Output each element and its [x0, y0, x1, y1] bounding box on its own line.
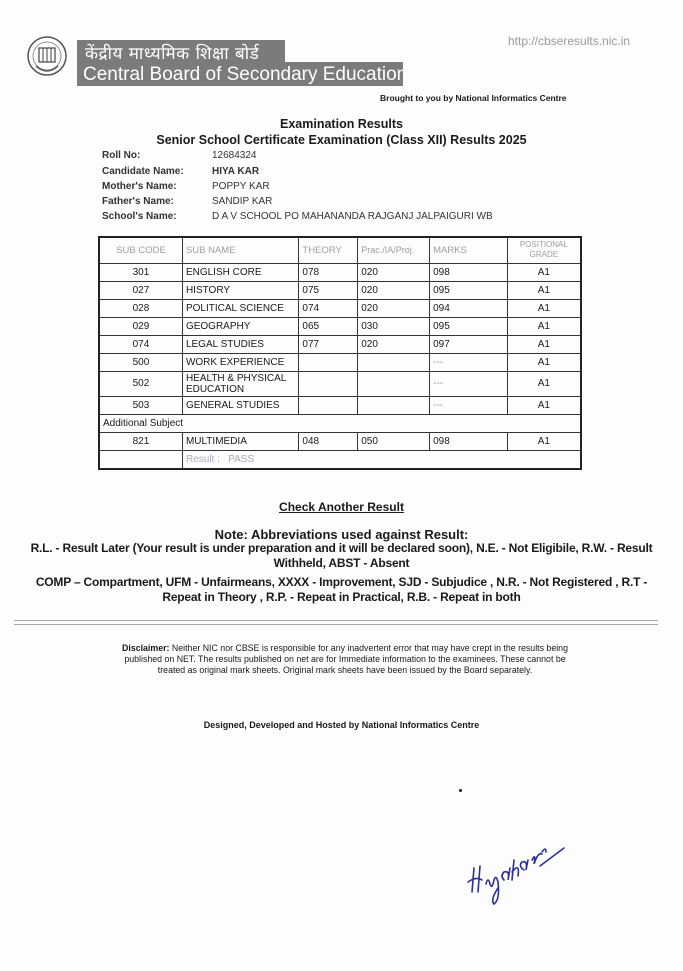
header-positional-grade: POSITIONAL GRADE — [507, 237, 581, 263]
candidate-name-label: Candidate Name: — [102, 166, 184, 177]
cell-prac: 050 — [358, 432, 430, 450]
table-row — [99, 281, 581, 299]
father-name-label: Father's Name: — [102, 196, 174, 207]
candidate-name-value: HIYA KAR — [212, 166, 260, 177]
footer-designed-by: Designed, Developed and Hosted by National Informatics Centre — [203, 720, 480, 730]
table-row — [99, 371, 581, 396]
cell-theory: 048 — [299, 432, 358, 450]
school-name-label: School's Name: — [102, 211, 177, 222]
cell-sub-code: 027 — [99, 281, 182, 299]
result-cell — [182, 450, 581, 469]
table-row — [99, 432, 581, 450]
cell-theory: 065 — [299, 317, 358, 335]
roll-value: 12684324 — [212, 150, 257, 161]
cell-theory: 078 — [299, 263, 358, 281]
mother-name-value: POPPY KAR — [212, 181, 270, 192]
cell-grade: A1 — [507, 317, 581, 335]
cell-sub-code: 500 — [99, 353, 182, 371]
disclaimer-text: Neither NIC nor CBSE is responsible for any inadvertent error that may have crept in the results being published on NET. The results published on net are for Immediate information to the examinees. These cannot be treated as original mark sheets. Original mark sheets have been issued by the Board separately. — [124, 643, 568, 675]
table-header-row — [99, 237, 581, 263]
cell-grade: A1 — [507, 263, 581, 281]
cell-marks: 097 — [430, 335, 508, 353]
additional-subject-row — [99, 414, 581, 432]
header-prac: Prac./IA/Proj. — [358, 237, 430, 263]
result-value: PASS — [228, 453, 255, 465]
table-row — [99, 353, 581, 371]
divider — [14, 624, 658, 625]
cell-grade: A1 — [507, 299, 581, 317]
header-theory: THEORY — [299, 237, 358, 263]
table-row — [99, 335, 581, 353]
cell-prac — [358, 396, 430, 414]
cell-prac: 020 — [358, 263, 430, 281]
cell-sub-name: POLITICAL SCIENCE — [182, 299, 298, 317]
disclaimer — [110, 643, 580, 676]
note-title: Note: Abbreviations used against Result: — [214, 527, 469, 542]
cbse-banner — [77, 40, 408, 86]
cell-marks: --- — [430, 396, 508, 414]
cell-grade: A1 — [507, 353, 581, 371]
cell-marks: 094 — [430, 299, 508, 317]
result-empty-cell — [99, 450, 182, 469]
additional-subject-label: Additional Subject — [99, 414, 581, 432]
handwritten-signature — [460, 830, 590, 910]
cell-sub-code: 029 — [99, 317, 182, 335]
note-abbreviations-2: COMP – Compartment, UFM - Unfairmeans, XXXX - Improvement, SJD - Subjudice , N.R. - Not Registered , R.T - Repeat in Theory , R.P. - Repeat in Practical, R.B. - Repeat in both — [35, 575, 648, 604]
cell-theory: 074 — [299, 299, 358, 317]
english-title: Central Board of Secondary Education — [83, 64, 408, 85]
cbse-logo — [26, 34, 68, 80]
table-row — [99, 263, 581, 281]
mother-name-label: Mother's Name: — [102, 181, 177, 192]
cell-sub-name: HEALTH & PHYSICAL EDUCATION — [182, 371, 298, 396]
cell-marks: 095 — [430, 317, 508, 335]
note-abbreviations-1: R.L. - Result Later (Your result is under preparation and it will be declared soon), N.E. - Not Eligibile, R.W. - Result Withheld, ABST - Absent — [30, 541, 653, 570]
cell-theory: 077 — [299, 335, 358, 353]
ink-dot — [459, 789, 462, 792]
exam-title: Examination Results — [280, 117, 403, 131]
check-another-result-link[interactable]: Check Another Result — [279, 500, 404, 514]
cell-sub-code: 028 — [99, 299, 182, 317]
exam-subtitle: Senior School Certificate Examination (Class XII) Results 2025 — [156, 133, 527, 147]
roll-label: Roll No: — [102, 150, 141, 161]
cell-grade: A1 — [507, 281, 581, 299]
cell-marks: --- — [430, 353, 508, 371]
table-row — [99, 317, 581, 335]
cell-prac: 030 — [358, 317, 430, 335]
cell-theory — [299, 396, 358, 414]
cell-sub-name: MULTIMEDIA — [182, 432, 298, 450]
cell-sub-code: 821 — [99, 432, 182, 450]
cell-sub-name: GEOGRAPHY — [182, 317, 298, 335]
cell-grade: A1 — [507, 396, 581, 414]
disclaimer-label: Disclaimer: — [122, 643, 170, 653]
header-sub-name: SUB NAME — [182, 237, 298, 263]
cell-prac: 020 — [358, 299, 430, 317]
cell-sub-name: GENERAL STUDIES — [182, 396, 298, 414]
result-row — [99, 450, 581, 469]
cell-theory — [299, 371, 358, 396]
cell-grade: A1 — [507, 432, 581, 450]
cell-grade: A1 — [507, 371, 581, 396]
header-marks: MARKS — [430, 237, 508, 263]
brought-by: Brought to you by National Informatics Centre — [380, 93, 567, 103]
marks-table — [98, 236, 582, 470]
father-name-value: SANDIP KAR — [212, 196, 273, 207]
cell-prac — [358, 353, 430, 371]
cell-marks: 098 — [430, 263, 508, 281]
table-row — [99, 299, 581, 317]
cell-sub-code: 301 — [99, 263, 182, 281]
hindi-title: केंद्रीय माध्यमिक शिक्षा बोर्ड — [85, 44, 260, 64]
school-name-value: D A V SCHOOL PO MAHANANDA RAJGANJ JALPAIGURI WB — [212, 211, 493, 222]
cell-marks: 095 — [430, 281, 508, 299]
cell-sub-code: 502 — [99, 371, 182, 396]
cell-prac: 020 — [358, 335, 430, 353]
cell-sub-name: HISTORY — [182, 281, 298, 299]
cell-grade: A1 — [507, 335, 581, 353]
cell-sub-code: 074 — [99, 335, 182, 353]
cell-prac — [358, 371, 430, 396]
cell-theory — [299, 353, 358, 371]
cell-marks: --- — [430, 371, 508, 396]
table-row — [99, 396, 581, 414]
site-url[interactable]: http://cbseresults.nic.in — [508, 34, 631, 48]
cell-sub-name: LEGAL STUDIES — [182, 335, 298, 353]
cell-sub-name: WORK EXPERIENCE — [182, 353, 298, 371]
cell-sub-code: 503 — [99, 396, 182, 414]
result-label: Result : — [185, 453, 220, 465]
header-sub-code: SUB CODE — [99, 237, 182, 263]
cell-prac: 020 — [358, 281, 430, 299]
cell-sub-name: ENGLISH CORE — [182, 263, 298, 281]
cell-marks: 098 — [430, 432, 508, 450]
divider — [14, 620, 658, 621]
cell-theory: 075 — [299, 281, 358, 299]
